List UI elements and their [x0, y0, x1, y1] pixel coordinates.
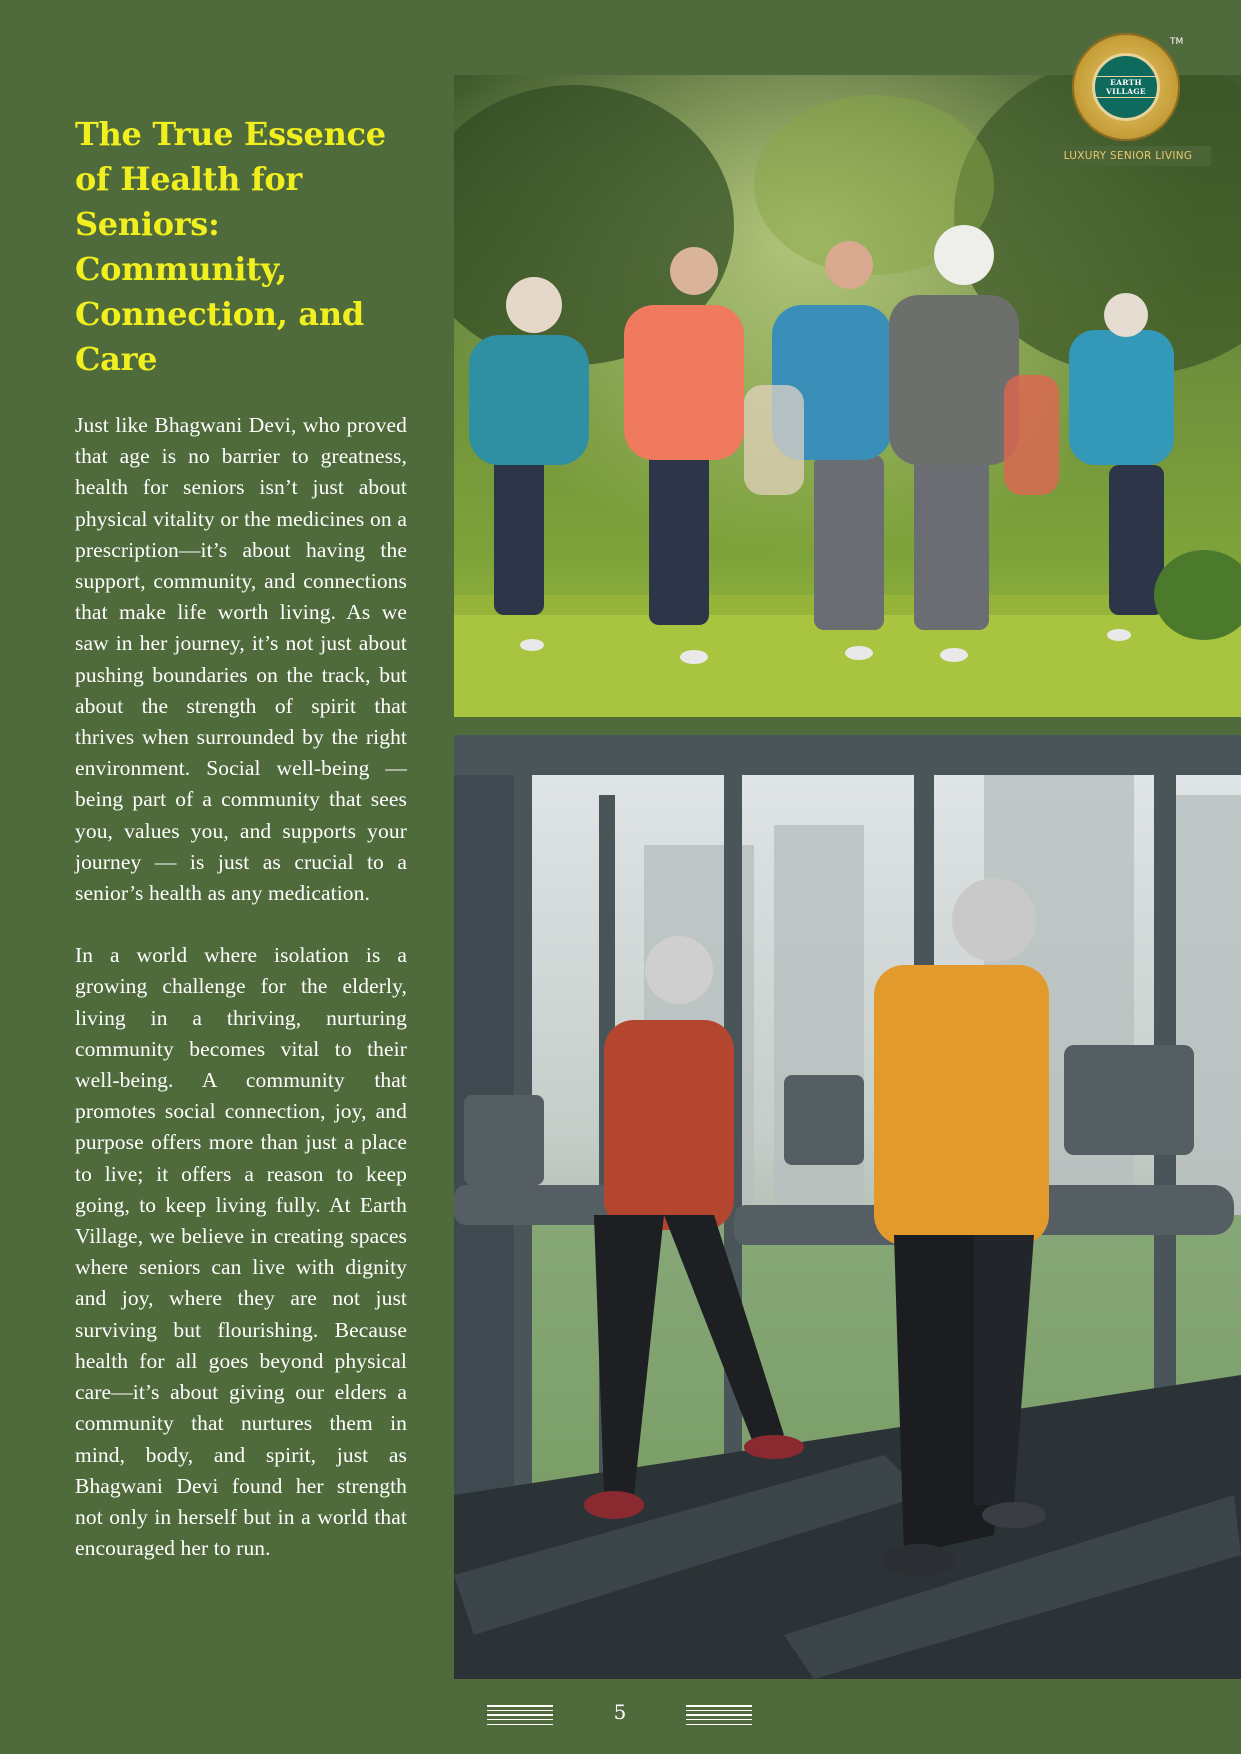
- logo-tagline: LUXURY SENIOR LIVING: [1045, 146, 1211, 166]
- article-paragraph-2: In a world where isolation is a growing challenge for the elderly, living in a thriving, nurturing community becomes vital to their well-being. A community that promotes social connection, joy, and purpose offers more than just a place to live; it offers a reason to keep going, to keep living fully. At Earth Village, we believe in creating spaces where seniors can live with dignity and joy, where they are not just surviving but flourishing. Because health for all goes beyond physical care—it’s about giving our elders a community that nurtures them in mind, body, and spirit, just as Bhagwani Devi found her strength not only in herself but in a world that encouraged her to run.: [75, 943, 407, 1561]
- page-footer: [0, 1700, 1241, 1730]
- seniors-treadmill-photo: [454, 735, 1241, 1679]
- article-column: [75, 112, 407, 1595]
- article-paragraph-1: Just like Bhagwani Devi, who proved that age is no barrier to greatness, health for seniors isn’t just about physical vitality or the medicines on a prescription—it’s about having the support, community, and connections that make life worth living. As we saw in her journey, it’s not just about pushing boundaries on the track, but about the strength of spirit that thrives when surrounded by the right environment. Social well-being — being part of a community that sees you, values you, and supports your journey — is just as crucial to a senior’s health as any medication.: [75, 413, 407, 906]
- footer-lines-left-icon: [487, 1705, 553, 1725]
- earth-village-logo: [1043, 33, 1213, 168]
- trademark-mark: TM: [1170, 37, 1184, 47]
- logo-badge-icon: [1072, 33, 1180, 141]
- article-title: The True Essence of Health for Seniors: Community, Connection, and Care: [75, 115, 386, 378]
- seniors-jogging-photo: [454, 75, 1241, 717]
- page-number: 5: [613, 1700, 627, 1724]
- logo-brand-name: EARTH VILLAGE: [1095, 76, 1157, 98]
- footer-lines-right-icon: [686, 1705, 752, 1725]
